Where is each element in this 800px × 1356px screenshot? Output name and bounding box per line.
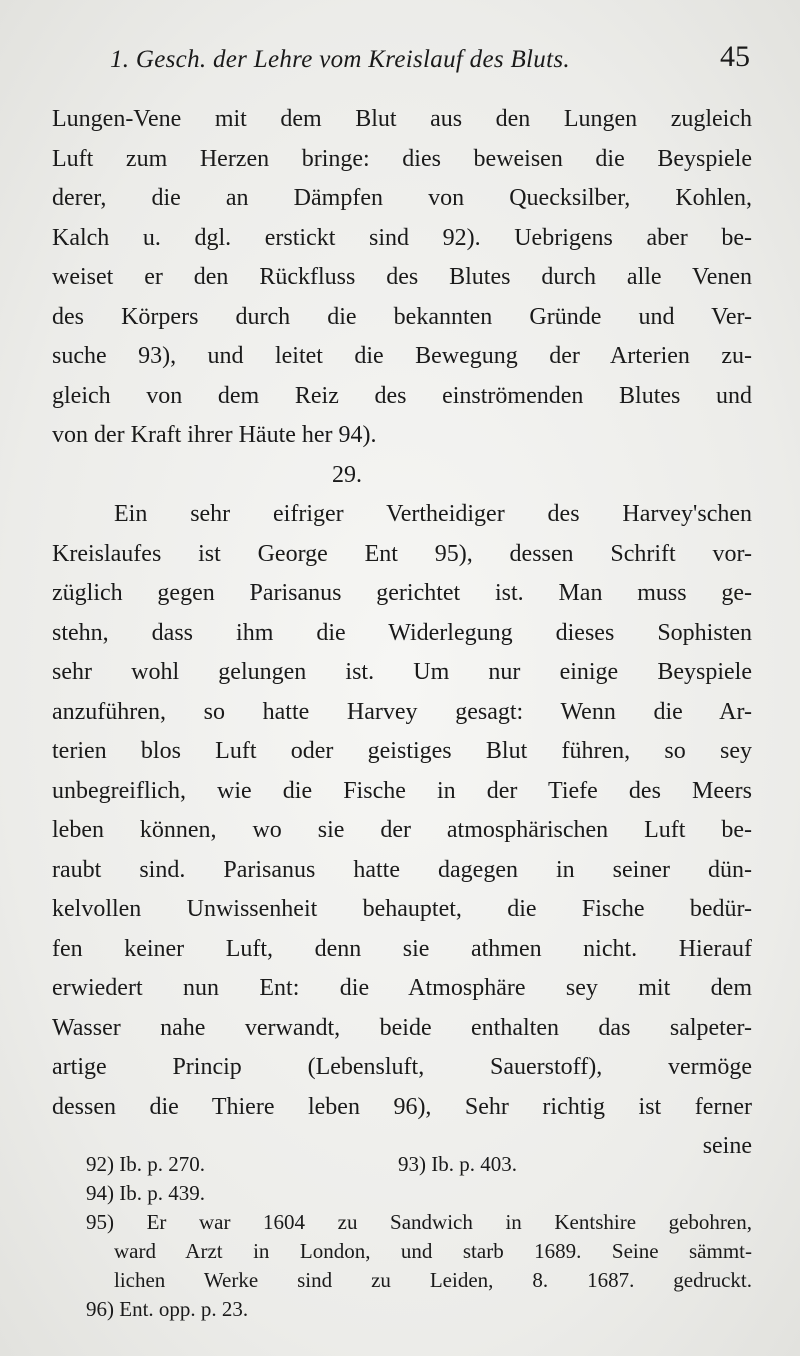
- text-line: Wasser nahe verwandt, beide enthalten das salpeter-: [52, 1014, 752, 1041]
- text-line: Ein sehr eifriger Vertheidiger des Harvey'schen: [114, 501, 752, 527]
- page-header: [110, 38, 750, 78]
- page-number: 45: [720, 40, 750, 73]
- text-line: raubt sind. Parisanus hatte dagegen in seiner dün-: [52, 856, 752, 883]
- text-line: züglich gegen Parisanus gerichtet ist. Man muss ge-: [52, 580, 752, 606]
- text-line: fen keiner Luft, denn sie athmen nicht. Hierauf: [52, 935, 752, 962]
- text-line: artige Princip (Lebensluft, Sauerstoff), vermöge: [52, 1054, 752, 1080]
- footnote-95-line-2: ward Arzt in London, und starb 1689. Seine sämmt-: [114, 1239, 752, 1263]
- running-head: 1. Gesch. der Lehre vom Kreislauf des Bluts.: [110, 46, 570, 73]
- text-line: Luft zum Herzen bringe: dies beweisen die Beyspiele: [52, 145, 752, 172]
- footnote-92: 92) Ib. p. 270.: [86, 1152, 205, 1176]
- footnote-row: [86, 1150, 752, 1179]
- footnotes: [86, 1150, 752, 1324]
- text-line: terien blos Luft oder geistiges Blut führen, so sey: [52, 738, 752, 764]
- text-line: sehr wohl gelungen ist. Um nur einige Beyspiele: [52, 659, 752, 685]
- text-line: kelvollen Unwissenheit behauptet, die Fische bedür-: [52, 896, 752, 922]
- text-line: weiset er den Rückfluss des Blutes durch alle Venen: [52, 264, 752, 290]
- footnote-95-line-1: 95) Er war 1604 zu Sandwich in Kentshire gebohren,: [86, 1210, 752, 1234]
- text-line: suche 93), und leitet die Bewegung der Arterien zu-: [52, 343, 752, 369]
- text-line: Kalch u. dgl. erstickt sind 92). Uebrigens aber be-: [52, 224, 752, 251]
- text-line: erwiedert nun Ent: die Atmosphäre sey mit dem: [52, 975, 752, 1001]
- text-line: leben können, wo sie der atmosphärischen Luft be-: [52, 817, 752, 843]
- text-line: gleich von dem Reiz des einströmenden Blutes und: [52, 382, 752, 409]
- text-line: des Körpers durch die bekannten Gründe und Ver-: [52, 303, 752, 330]
- footnote-93: 93) Ib. p. 403.: [398, 1152, 517, 1176]
- footnote-96: 96) Ent. opp. p. 23.: [86, 1297, 249, 1321]
- text-line: stehn, dass ihm die Widerlegung dieses Sophisten: [52, 619, 752, 646]
- section-number: 29.: [332, 461, 362, 488]
- text-line: unbegreiflich, wie die Fische in der Tiefe des Meers: [52, 777, 752, 804]
- catchword: seine: [702, 1133, 752, 1159]
- footnote-94: 94) Ib. p. 439.: [86, 1181, 205, 1205]
- text-line: derer, die an Dämpfen von Quecksilber, Kohlen,: [52, 185, 752, 211]
- text-line: Lungen-Vene mit dem Blut aus den Lungen zugleich: [52, 106, 752, 132]
- footnote-95-line-3: lichen Werke sind zu Leiden, 8. 1687. gedruckt.: [114, 1268, 752, 1292]
- text-line: von der Kraft ihrer Häute her 94).: [52, 422, 377, 448]
- text-line: dessen die Thiere leben 96), Sehr richtig ist ferner: [52, 1093, 752, 1120]
- text-line: anzuführen, so hatte Harvey gesagt: Wenn die Ar-: [52, 698, 752, 725]
- text-line: Kreislaufes ist George Ent 95), dessen Schrift vor-: [52, 540, 752, 567]
- body-text: [52, 100, 752, 1167]
